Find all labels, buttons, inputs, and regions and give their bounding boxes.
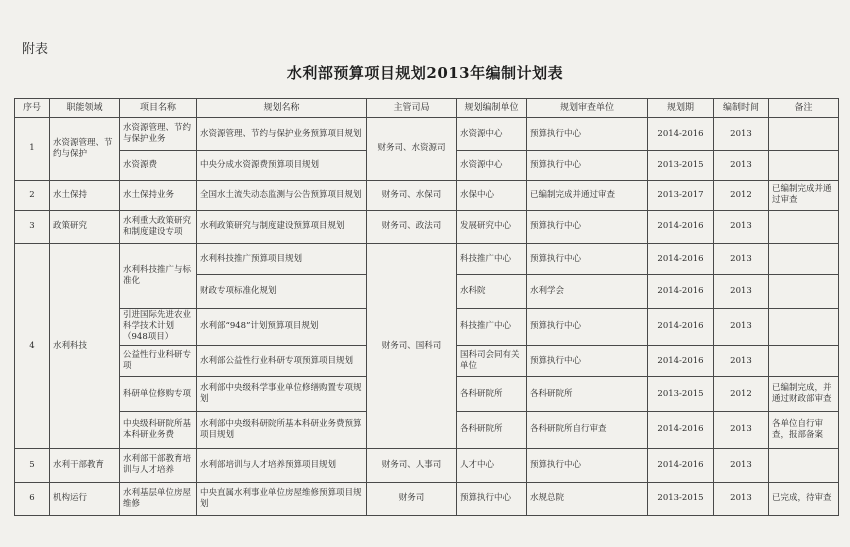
dept-cell: 财务司: [367, 482, 457, 515]
note-cell: [769, 210, 839, 243]
unit-cell: 科技推广中心: [457, 244, 527, 275]
project-cell: 公益性行业科研专项: [120, 346, 197, 377]
column-header: 规划名称: [197, 99, 367, 118]
year-cell: 2012: [714, 377, 769, 411]
unit-cell: 水资源中心: [457, 151, 527, 180]
period-cell: 2013-2015: [648, 482, 714, 515]
note-cell: [769, 346, 839, 377]
seq-cell: 5: [15, 449, 50, 482]
unit-cell: 水资源中心: [457, 118, 527, 151]
page-title: 水利部预算项目规划2013年编制计划表: [286, 64, 564, 82]
year-cell: 2013: [714, 275, 769, 308]
year-cell: 2013: [714, 210, 769, 243]
project-cell: 水利基层单位房屋维修: [120, 482, 197, 515]
dept-cell: 财务司、水资源司: [367, 118, 457, 181]
plan-cell: 中央分成水资源费预算项目规划: [197, 151, 367, 180]
seq-cell: 3: [15, 210, 50, 243]
dept-cell: 财务司、水保司: [367, 180, 457, 210]
note-cell: [769, 118, 839, 151]
plan-cell: 水利部中央级科学事业单位修缮购置专项规划: [197, 377, 367, 411]
unit-cell: 各科研院所: [457, 411, 527, 449]
table-row: [15, 118, 839, 151]
note-cell: [769, 244, 839, 275]
period-cell: 2013-2015: [648, 377, 714, 411]
project-cell: 中央级科研院所基本科研业务费: [120, 411, 197, 449]
unit-cell: 国科司会同有关单位: [457, 346, 527, 377]
year-cell: 2013: [714, 118, 769, 151]
note-cell: 已编制完成，并通过财政部审查: [769, 377, 839, 411]
note-cell: 各单位自行审查，报部备案: [769, 411, 839, 449]
review-cell: 预算执行中心: [527, 244, 648, 275]
domain-cell: 水利科技: [50, 244, 120, 449]
plan-table: [14, 98, 839, 516]
review-cell: 水规总院: [527, 482, 648, 515]
plan-cell: 全国水土流失动态监测与公告预算项目规划: [197, 180, 367, 210]
plan-cell: 水利部培训与人才培养预算项目规划: [197, 449, 367, 482]
table-row: [15, 244, 839, 275]
period-cell: 2014-2016: [648, 118, 714, 151]
year-cell: 2013: [714, 151, 769, 180]
column-header: 职能领域: [50, 99, 120, 118]
review-cell: 预算执行中心: [527, 308, 648, 346]
review-cell: 各科研院所自行审查: [527, 411, 648, 449]
period-cell: 2014-2016: [648, 346, 714, 377]
unit-cell: 预算执行中心: [457, 482, 527, 515]
project-cell: 水利科技推广与标准化: [120, 244, 197, 309]
seq-cell: 4: [15, 244, 50, 449]
note-cell: [769, 308, 839, 346]
project-cell: 水利重大政策研究和制度建设专项: [120, 210, 197, 243]
review-cell: 各科研院所: [527, 377, 648, 411]
table-row: [15, 482, 839, 515]
domain-cell: 水利干部教育: [50, 449, 120, 482]
seq-cell: 6: [15, 482, 50, 515]
note-cell: 已完成，待审查: [769, 482, 839, 515]
review-cell: 已编制完成并通过审查: [527, 180, 648, 210]
dept-cell: 财务司、人事司: [367, 449, 457, 482]
year-cell: 2013: [714, 346, 769, 377]
review-cell: 预算执行中心: [527, 118, 648, 151]
period-cell: 2014-2016: [648, 308, 714, 346]
unit-cell: 发展研究中心: [457, 210, 527, 243]
project-cell: 水资源管理、节约与保护业务: [120, 118, 197, 151]
domain-cell: 水资源管理、节约与保护: [50, 118, 120, 181]
table-row: [15, 210, 839, 243]
plan-cell: 财政专项标准化规划: [197, 275, 367, 308]
plan-cell: 水利部中央级科研院所基本科研业务费预算项目规划: [197, 411, 367, 449]
table-row: [15, 449, 839, 482]
year-cell: 2012: [714, 180, 769, 210]
note-cell: 已编制完成并通过审查: [769, 180, 839, 210]
plan-cell: 水利科技推广预算项目规划: [197, 244, 367, 275]
review-cell: 水利学会: [527, 275, 648, 308]
dept-cell: 财务司、政法司: [367, 210, 457, 243]
review-cell: 预算执行中心: [527, 449, 648, 482]
unit-cell: 水保中心: [457, 180, 527, 210]
review-cell: 预算执行中心: [527, 210, 648, 243]
review-cell: 预算执行中心: [527, 346, 648, 377]
project-cell: 科研单位修购专项: [120, 377, 197, 411]
header-row: [15, 99, 839, 118]
period-cell: 2013-2015: [648, 151, 714, 180]
dept-cell: 财务司、国科司: [367, 244, 457, 449]
domain-cell: 政策研究: [50, 210, 120, 243]
plan-cell: 水利部公益性行业科研专项预算项目规划: [197, 346, 367, 377]
review-cell: 预算执行中心: [527, 151, 648, 180]
domain-cell: 机构运行: [50, 482, 120, 515]
seq-cell: 1: [15, 118, 50, 181]
unit-cell: 科技推广中心: [457, 308, 527, 346]
column-header: 主管司局: [367, 99, 457, 118]
period-cell: 2014-2016: [648, 449, 714, 482]
period-cell: 2014-2016: [648, 275, 714, 308]
note-cell: [769, 449, 839, 482]
year-cell: 2013: [714, 308, 769, 346]
period-cell: 2014-2016: [648, 210, 714, 243]
project-cell: 水资源费: [120, 151, 197, 180]
plan-cell: 水资源管理、节约与保护业务预算项目规划: [197, 118, 367, 151]
period-cell: 2014-2016: [648, 244, 714, 275]
unit-cell: 人才中心: [457, 449, 527, 482]
column-header: 备注: [769, 99, 839, 118]
column-header: 序号: [15, 99, 50, 118]
unit-cell: 各科研院所: [457, 377, 527, 411]
attachment-label: 附表: [22, 42, 49, 57]
column-header: 规划审查单位: [527, 99, 648, 118]
seq-cell: 2: [15, 180, 50, 210]
domain-cell: 水土保持: [50, 180, 120, 210]
project-cell: 水土保持业务: [120, 180, 197, 210]
unit-cell: 水科院: [457, 275, 527, 308]
note-cell: [769, 275, 839, 308]
period-cell: 2014-2016: [648, 411, 714, 449]
column-header: 规划期: [648, 99, 714, 118]
project-cell: 引进国际先进农业科学技术计划（948项目）: [120, 308, 197, 346]
year-cell: 2013: [714, 449, 769, 482]
column-header: 规划编制单位: [457, 99, 527, 118]
table-row: [15, 180, 839, 210]
plan-cell: 水利政策研究与制度建设预算项目规划: [197, 210, 367, 243]
note-cell: [769, 151, 839, 180]
year-cell: 2013: [714, 411, 769, 449]
year-cell: 2013: [714, 482, 769, 515]
year-cell: 2013: [714, 244, 769, 275]
column-header: 项目名称: [120, 99, 197, 118]
period-cell: 2013-2017: [648, 180, 714, 210]
project-cell: 水利部干部教育培训与人才培养: [120, 449, 197, 482]
plan-cell: 水利部“948”计划预算项目规划: [197, 308, 367, 346]
plan-cell: 中央直属水利事业单位房屋维修预算项目规划: [197, 482, 367, 515]
column-header: 编制时间: [714, 99, 769, 118]
